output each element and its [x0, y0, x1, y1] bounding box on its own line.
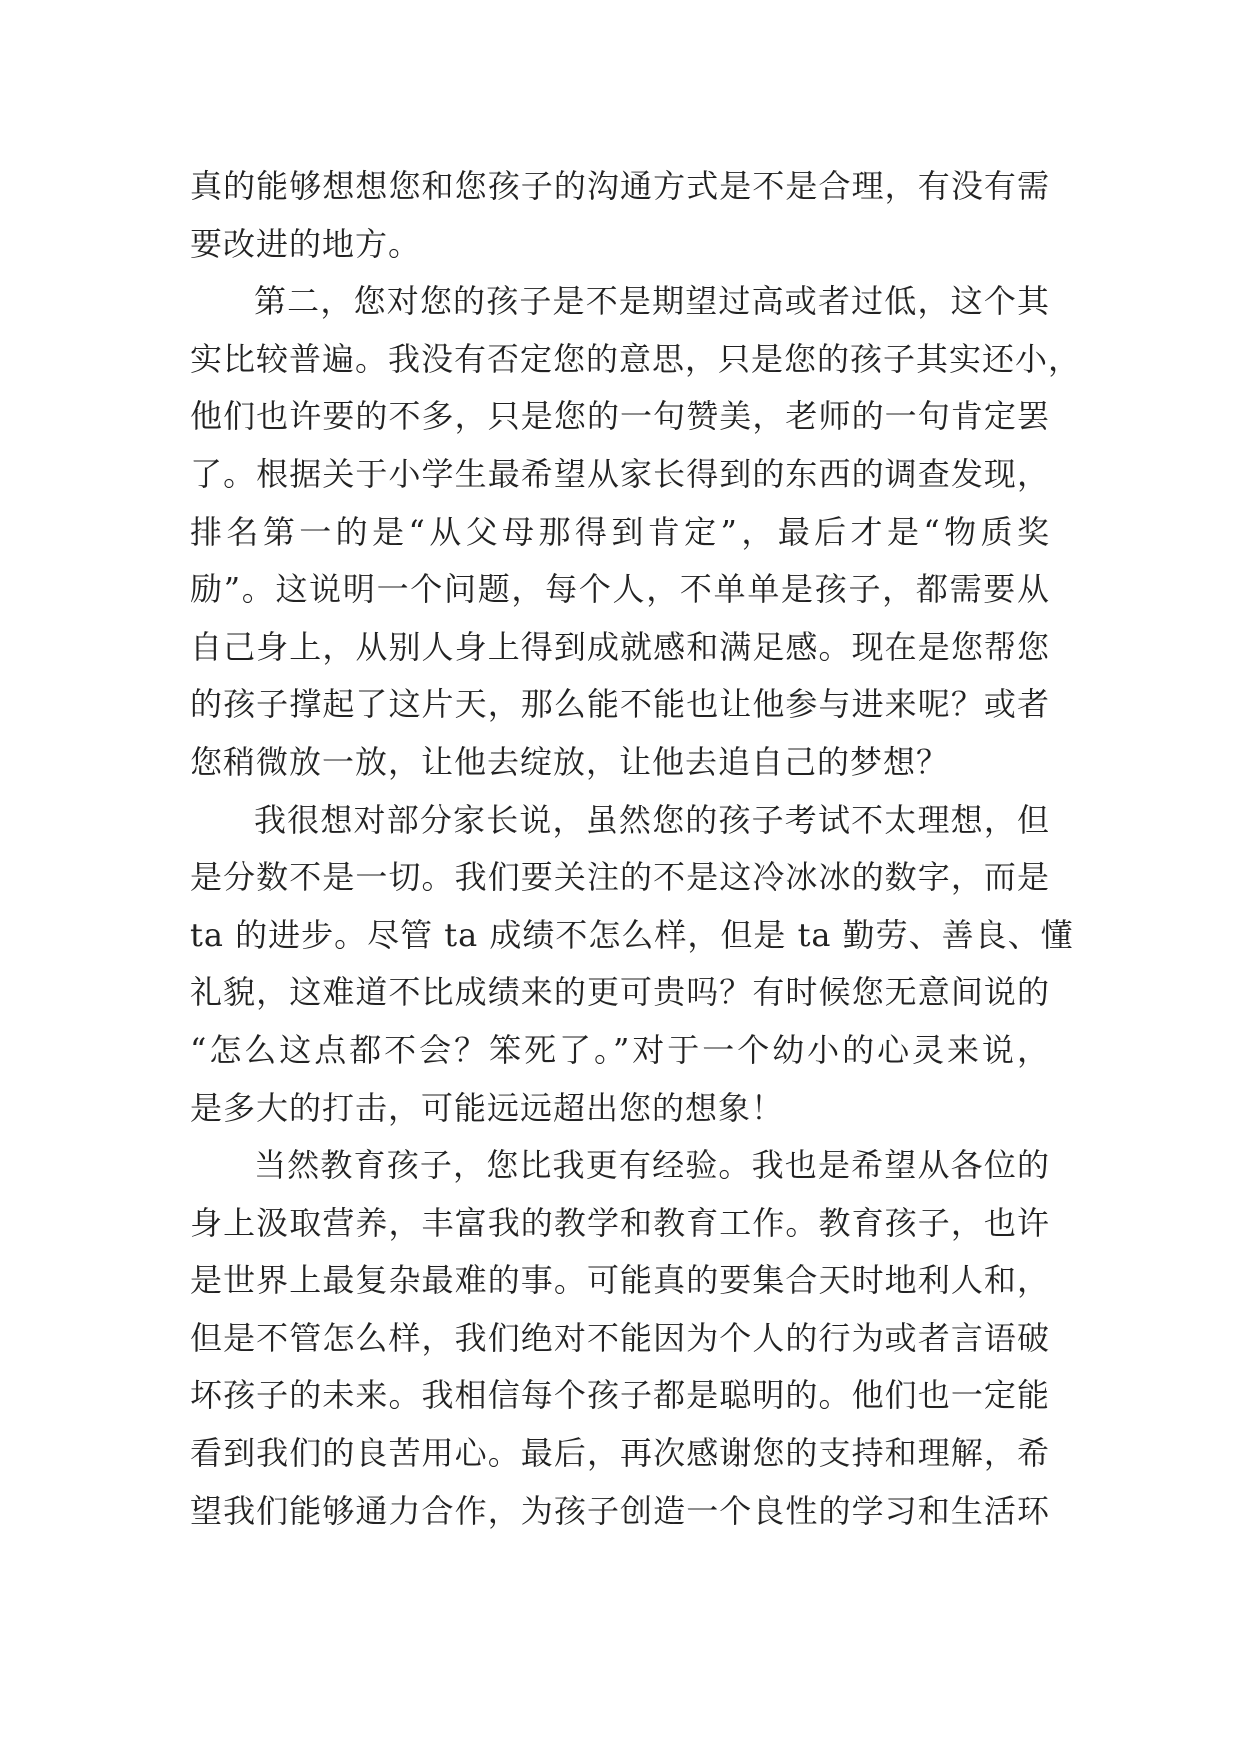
text-line: 真的能够想想您和您孩子的沟通方式是不是合理，有没有需: [190, 167, 1050, 205]
text-line: 礼貌，这难道不比成绩来的更可贵吗？有时候您无意间说的: [190, 973, 1050, 1012]
paragraph: [190, 1137, 1050, 1540]
document-body: [190, 158, 1082, 1540]
text-line: 当然教育孩子，您比我更有经验。我也是希望从各位的: [254, 1146, 1050, 1185]
text-line: 是多大的打击，可能远远超出您的想象！: [190, 1088, 785, 1127]
text-line: 身上汲取营养，丰富我的教学和教育工作。教育孩子，也许: [190, 1203, 1050, 1242]
text-line: 看到我们的良苦用心。最后，再次感谢您的支持和理解，希: [190, 1434, 1050, 1473]
text-line: 他们也许要的不多，只是您的一句赞美，老师的一句肯定罢: [190, 397, 1050, 436]
text-line: 坏孩子的未来。我相信每个孩子都是聪明的。他们也一定能: [190, 1376, 1050, 1415]
paragraph: [190, 158, 1050, 273]
text-line: 排名第一的是“从父母那得到肯定”，最后才是“物质奖: [190, 512, 1050, 551]
text-line: 望我们能够通力合作，为孩子创造一个良性的学习和生活环: [190, 1491, 1050, 1530]
text-line: 但是不管怎么样，我们绝对不能因为个人的行为或者言语破: [190, 1318, 1050, 1357]
text-line: 的孩子撑起了这片天，那么能不能也让他参与进来呢？或者: [190, 685, 1050, 724]
text-line: “怎么这点都不会？笨死了。”对于一个幼小的心灵来说，: [190, 1030, 1050, 1069]
text-line: 实比较普遍。我没有否定您的意思，只是您的孩子其实还小，: [190, 339, 1082, 378]
text-line: ta 的进步。尽管 ta 成绩不怎么样，但是 ta 勤劳、善良、懂: [190, 915, 1074, 954]
text-line: 了。根据关于小学生最希望从家长得到的东西的调查发现，: [190, 454, 1050, 493]
paragraph: [190, 792, 1074, 1138]
text-line: 我很想对部分家长说，虽然您的孩子考试不太理想，但: [254, 800, 1050, 839]
text-line: 是世界上最复杂最难的事。可能真的要集合天时地利人和，: [190, 1261, 1050, 1300]
text-line: 第二，您对您的孩子是不是期望过高或者过低，这个其: [254, 282, 1050, 321]
text-line: 要改进的地方。: [190, 224, 422, 263]
paragraph: [190, 273, 1082, 791]
text-line: 自己身上，从别人身上得到成就感和满足感。现在是您帮您: [190, 627, 1050, 666]
text-line: 是分数不是一切。我们要关注的不是这冷冰冰的数字，而是: [190, 858, 1050, 897]
text-line: 您稍微放一放，让他去绽放，让他去追自己的梦想？: [190, 742, 950, 781]
text-line: 励”。这说明一个问题，每个人，不单单是孩子，都需要从: [190, 570, 1050, 609]
